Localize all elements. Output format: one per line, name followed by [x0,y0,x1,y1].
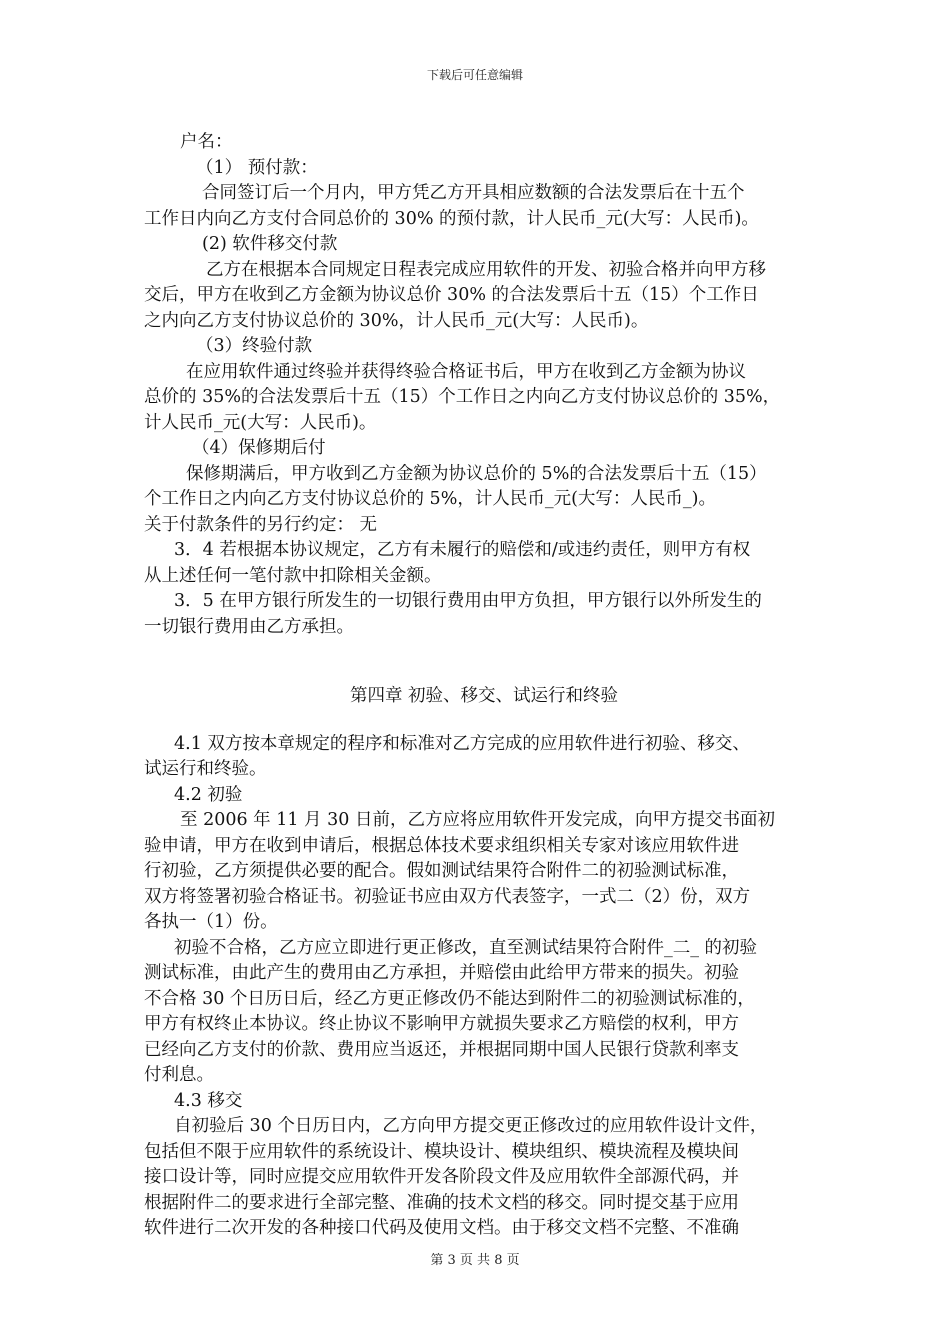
text-line: 个工作日之内向乙方支付协议总价的 5%，计人民币_元(大写：人民币_)。 [144,489,716,509]
text-line: 4.3 移交 [174,1090,243,1111]
text-line: 付利息。 [144,1065,214,1085]
chapter-heading: 第四章 初验、移交、试运行和终验 [349,686,619,706]
text-line: 各执一（1）份。 [144,912,278,932]
text-line: 乙方在根据本合同规定日程表完成应用软件的开发、初验合格并向甲方移 [206,259,766,280]
acceptance-section [144,732,824,1242]
payment-terms-section [144,130,824,640]
text-line: 行初验，乙方须提供必要的配合。假如测试结果符合附件二的初验测试标准， [144,861,739,881]
text-line: 总价的 35%的合法发票后十五（15）个工作日之内向乙方支付协议总价的 35%， [144,387,781,407]
document-body [144,130,824,1242]
text-line: 接口设计等，同时应提交应用软件开发各阶段文件及应用软件全部源代码，并 [144,1167,739,1187]
page-header: 下载后可任意编辑 [426,68,523,82]
text-line: 一切银行费用由乙方承担。 [144,616,354,637]
text-line: 在应用软件通过终验并获得终验合格证书后，甲方在收到乙方金额为协议 [186,361,746,382]
text-line: 测试标准，由此产生的费用由乙方承担，并赔偿由此给甲方带来的损失。初验 [144,963,739,983]
text-line: 从上述任何一笔付款中扣除相关金额。 [144,565,442,586]
text-line: (2) 软件移交付款 [202,234,338,254]
text-line: 软件进行二次开发的各种接口代码及使用文档。由于移交文档不完整、不准确 [144,1218,739,1238]
page-footer: 第 3 页 共 8 页 [430,1253,520,1268]
text-line: 合同签订后一个月内，甲方凭乙方开具相应数额的合法发票后在十五个 [202,183,745,203]
text-line: 工作日内向乙方支付合同总价的 30% 的预付款，计人民币_元(大写：人民币)。 [144,208,759,229]
text-line: 交后，甲方在收到乙方金额为协议总价 30% 的合法发票后十五（15）个工作日 [144,285,759,305]
text-line: 4.1 双方按本章规定的程序和标准对乙方完成的应用软件进行初验、移交、 [174,733,750,754]
text-line: 验申请，甲方在收到申请后，根据总体技术要求组织相关专家对该应用软件进 [144,835,739,856]
text-line: 至 2006 年 11 月 30 日前，乙方应将应用软件开发完成，向甲方提交书面初 [180,810,775,830]
text-line: （1） 预付款： [196,157,318,178]
text-line: 户名： [180,132,233,152]
text-line: 包括但不限于应用软件的系统设计、模块设计、模块组织、模块流程及模块间 [144,1141,739,1162]
text-line: 3．5 在甲方银行所发生的一切银行费用由甲方负担，甲方银行以外所发生的 [174,591,762,611]
text-line: 不合格 30 个日历日后，经乙方更正修改仍不能达到附件二的初验测试标准的， [144,988,755,1009]
text-line: 根据附件二的要求进行全部完整、准确的技术文档的移交。同时提交基于应用 [144,1192,739,1213]
text-line: 试运行和终验。 [144,759,267,779]
text-line: 4.2 初验 [174,784,243,805]
text-line: 自初验后 30 个日历日内，乙方向甲方提交更正修改过的应用软件设计文件， [174,1116,768,1136]
text-line: 已经向乙方支付的价款、费用应当返还，并根据同期中国人民银行贷款利率支 [144,1039,739,1060]
text-line: 初验不合格，乙方应立即进行更正修改，直至测试结果符合附件_二_ 的初验 [174,937,758,958]
text-line: 之内向乙方支付协议总价的 30%，计人民币_元(大写：人民币)。 [144,310,649,331]
text-line: 甲方有权终止本协议。终止协议不影响甲方就损失要求乙方赔偿的权利，甲方 [144,1014,739,1034]
text-line: 双方将签署初验合格证书。初验证书应由双方代表签字，一式二（2）份，双方 [144,886,751,907]
text-line: （4）保修期后付 [192,438,326,458]
text-line: 3．4 若根据本协议规定，乙方有未履行的赔偿和/或违约责任，则甲方有权 [174,540,751,560]
text-line: 关于付款条件的另行约定： 无 [144,514,378,535]
text-line: 保修期满后，甲方收到乙方金额为协议总价的 5%的合法发票后十五（15） [186,463,767,484]
text-line: （3）终验付款 [196,336,313,356]
text-line: 计人民币_元(大写：人民币)。 [144,412,377,433]
